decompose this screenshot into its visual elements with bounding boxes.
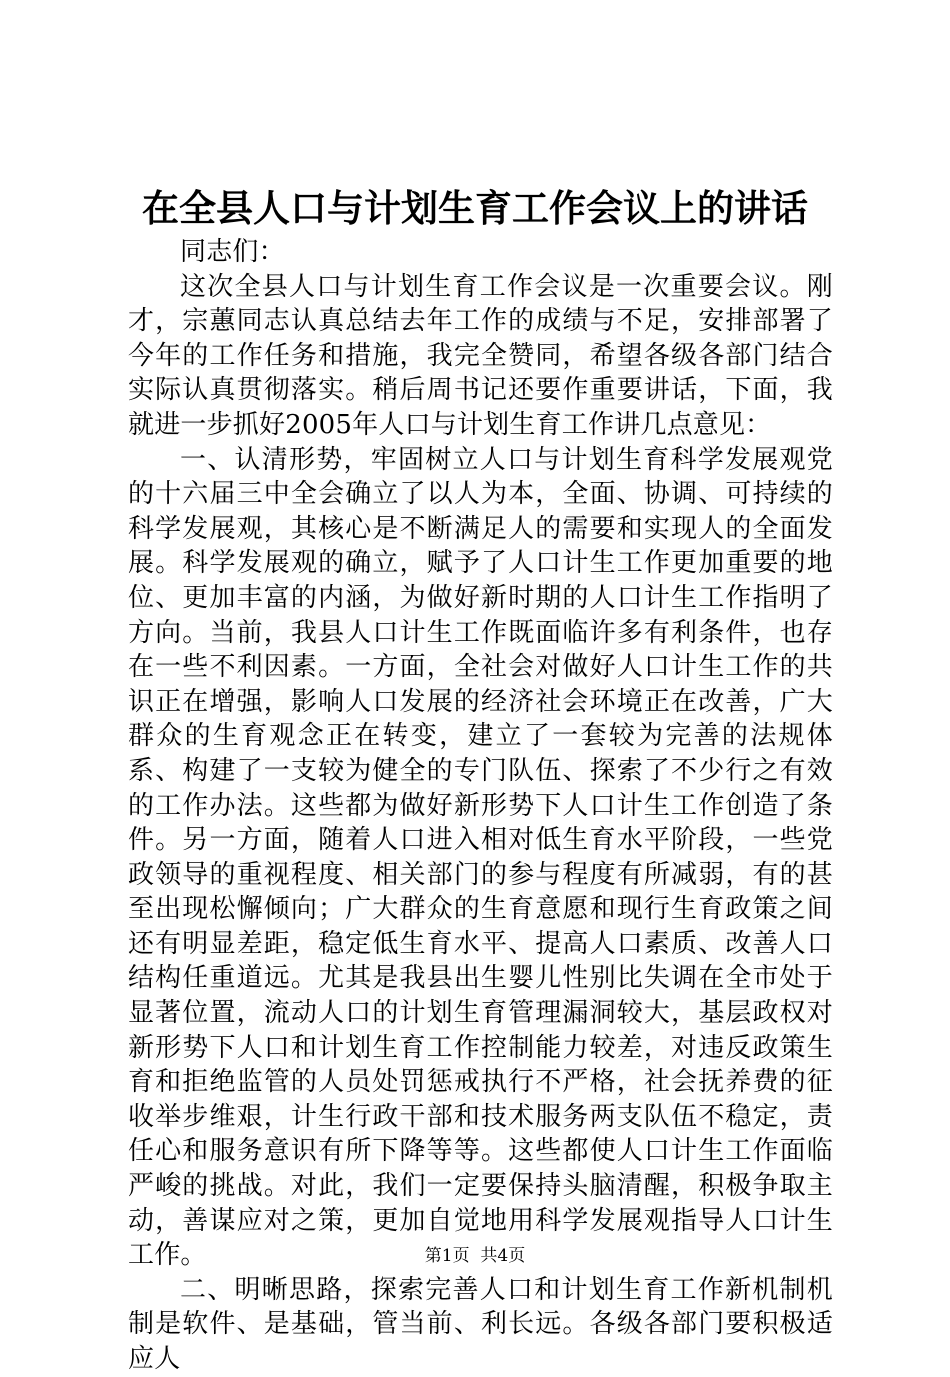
document-body (128, 235, 833, 1377)
salutation-paragraph: 同志们： (180, 237, 285, 267)
section-one-paragraph: 一、认清形势，牢固树立人口与计划生育科学发展观党的十六届三中全会确立了以人为本，全面、协调、可持续的科学发展观，其核心是不断满足人的需要和实现人的全面发展。科学发展观的确立，赋予了人口计生工作更加重要的地位、更加丰富的内涵，为做好新时期的人口计生工作指明了方向。当前，我县人口计生工作既面临许多有利条件，也存在一些不利因素。一方面，全社会对做好人口计生工作的共识正在增强，影响人口发展的经济社会环境正在改善，广大群众的生育观念正在转变，建立了一套较为完善的法规体系、构建了一支较为健全的专门队伍、探索了不少行之有效的工作办法。这些都为做好新形势下人口计生工作创造了条件。另一方面，随着人口进入相对低生育水平阶段，一些党政领导的重视程度、相关部门的参与程度有所减弱，有的甚至出现松懈倾向；广大群众的生育意愿和现行生育政策之间还有明显差距，稳定低生育水平、提高人口素质、改善人口结构任重道远。尤其是我县出生婴儿性别比失调在全市处于显著位置，流动人口的计划生育管理漏洞较大，基层政权对新形势下人口和计划生育工作控制能力较差，对违反政策生育和拒绝监管的人员处罚惩戒执行不严格，社会抚养费的征收举步维艰，计生行政干部和技术服务两支队伍不稳定，责任心和服务意识有所下降等等。这些都使人口计生工作面临严峻的挑战。对此，我们一定要保持头脑清醒，积极争取主动，善谋应对之策，更加自觉地用科学发展观指导人口计生工作。 (128, 444, 833, 1271)
page-number-footer: 第1页 共4页 (424, 1246, 526, 1266)
intro-paragraph: 这次全县人口与计划生育工作会议是一次重要会议。刚才，宗蕙同志认真总结去年工作的成绩与不足，安排部署了今年的工作任务和措施，我完全赞同，希望各级各部门结合实际认真贯彻落实。稍后周书记还要作重要讲话，下面，我就进一步抓好2005年人口与计划生育工作讲几点意见： (128, 271, 833, 440)
section-two-paragraph: 二、明晰思路，探索完善人口和计划生育工作新机制机制是软件、是基础，管当前、利长远。各级各部门要积极适应人 (128, 1274, 833, 1374)
document-title: 在全县人口与计划生育工作会议上的讲话 (142, 187, 808, 230)
